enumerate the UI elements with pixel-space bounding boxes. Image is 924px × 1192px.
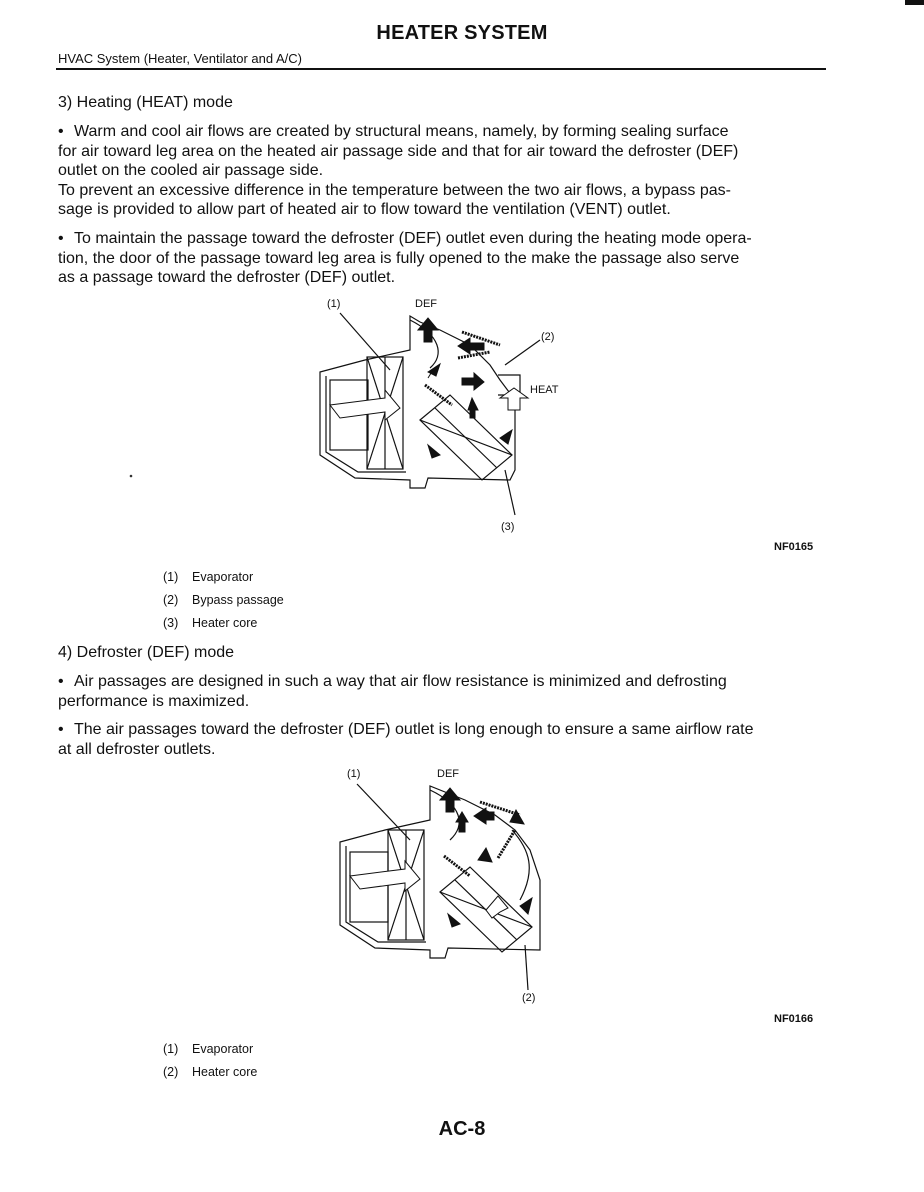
- legend-text: Evaporator: [192, 570, 254, 584]
- text-line: To maintain the passage toward the defroster (DEF) outlet even during the heating mode opera-: [74, 230, 752, 247]
- door-flap: [444, 856, 470, 876]
- fig2-label-def: DEF: [437, 768, 459, 780]
- fig1-id: NF0165: [774, 541, 814, 553]
- text-line: The air passages toward the defroster (DEF) outlet is long enough to ensure a same airflow rate: [74, 721, 754, 738]
- page-number: AC-8: [438, 1118, 486, 1140]
- legend-num: (3): [163, 616, 179, 630]
- flow-arrow: [350, 861, 420, 891]
- fig1-label-3: (3): [501, 521, 515, 533]
- text-line: at all defroster outlets.: [58, 740, 216, 758]
- flow-arrow: [478, 848, 492, 862]
- fig2-label-1: (1): [347, 768, 361, 780]
- flow-arrow: [474, 808, 494, 824]
- text-line: performance is maximized.: [58, 692, 250, 710]
- text-line: Warm and cool air flows are created by structural means, namely, by forming sealing surface: [74, 123, 729, 140]
- legend-num: (2): [163, 593, 179, 607]
- fig2-id: NF0166: [774, 1013, 814, 1025]
- text-line: tion, the door of the passage toward leg area is fully opened to the make the passage also serve: [58, 249, 740, 267]
- fig1-label-1: (1): [327, 298, 341, 310]
- text-line: as a passage toward the defroster (DEF) outlet.: [58, 269, 396, 286]
- section-heading-def: 4) Defroster (DEF) mode: [58, 644, 235, 661]
- legend-text: Heater core: [192, 616, 258, 630]
- section-heading-heat: 3) Heating (HEAT) mode: [58, 94, 233, 111]
- leader-line: [357, 784, 410, 840]
- legend-text: Evaporator: [192, 1042, 254, 1056]
- text-line: To prevent an excessive difference in the temperature between the two air flows, a bypass pas-: [58, 181, 731, 199]
- page-title: HEATER SYSTEM: [376, 22, 548, 44]
- fig1-label-def: DEF: [415, 298, 437, 310]
- text-line: for air toward leg area on the heated air passage side and that for air toward the defroster (DEF): [58, 142, 739, 160]
- fig2-legend-item: [163, 1065, 257, 1079]
- flow-arrow: [448, 914, 460, 927]
- legend-num: (2): [163, 1065, 179, 1079]
- leader-line: [525, 945, 528, 990]
- legend-text: Bypass passage: [192, 593, 284, 607]
- fig2-label-2: (2): [522, 992, 536, 1004]
- fig2-legend-item: [163, 1042, 253, 1056]
- fig1-label-heat: HEAT: [530, 384, 559, 396]
- legend-num: (1): [163, 1042, 179, 1056]
- legend-text: Heater core: [192, 1065, 258, 1079]
- text-line: sage is provided to allow part of heated air to flow toward the ventilation (VENT) outlet.: [58, 201, 671, 218]
- legend-num: (1): [163, 570, 179, 584]
- flow-arrow: [486, 896, 508, 918]
- fig1-label-2: (2): [541, 331, 555, 343]
- flow-arrow: [520, 898, 532, 914]
- door-flap: [498, 830, 515, 858]
- text-line: Air passages are designed in such a way that air flow resistance is minimized and defrosting: [74, 673, 727, 690]
- page-subtitle: HVAC System (Heater, Ventilator and A/C): [58, 51, 302, 66]
- text-line: outlet on the cooled air passage side.: [58, 162, 324, 179]
